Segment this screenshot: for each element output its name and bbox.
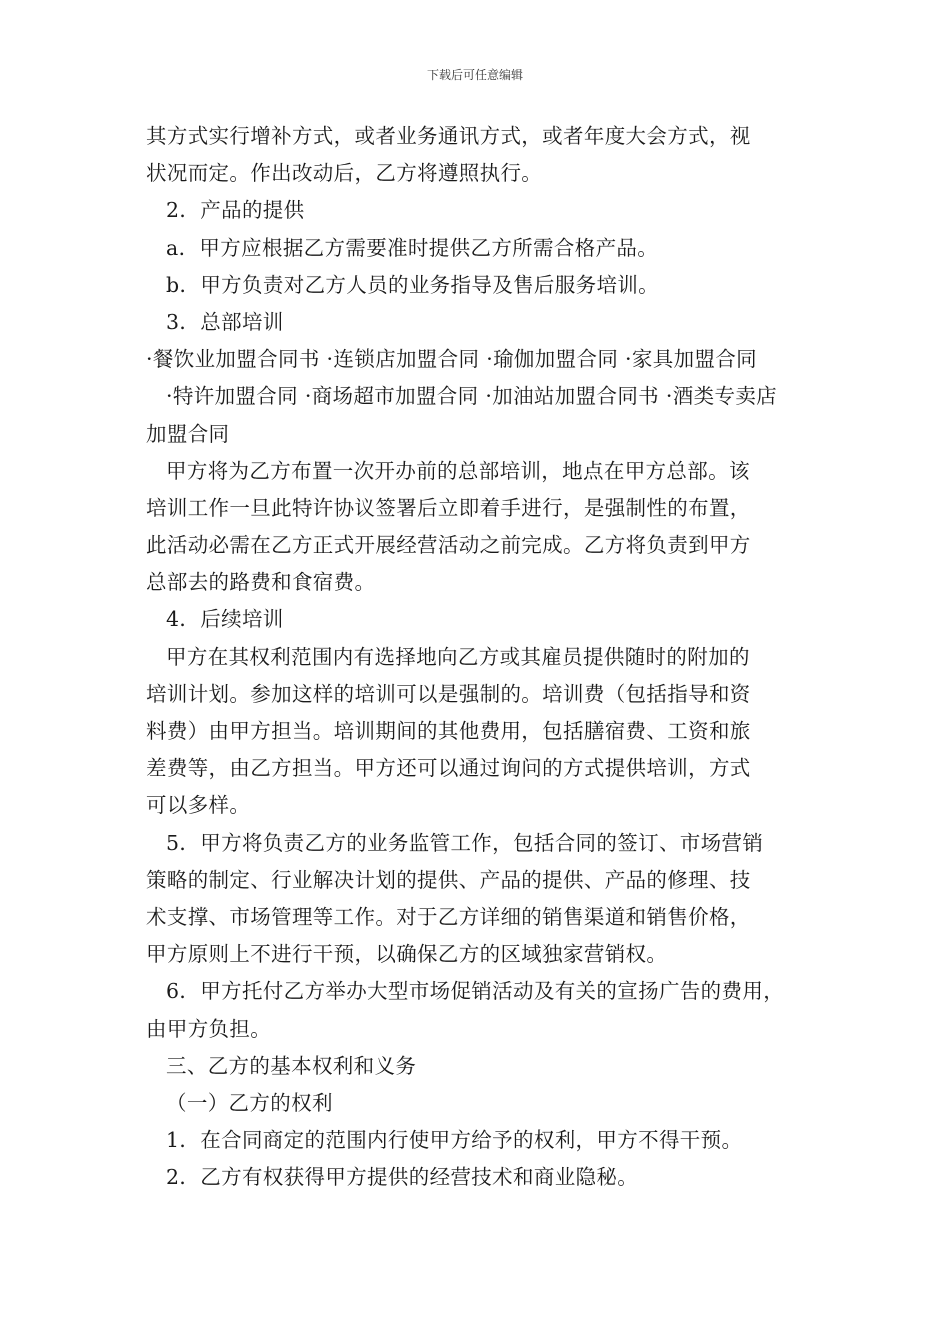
subsection-heading: （一）乙方的权利 bbox=[166, 1090, 333, 1115]
paragraph-line: 由甲方负担。 bbox=[146, 1016, 272, 1041]
paragraph-line: 状况而定。作出改动后，乙方将遵照执行。 bbox=[146, 161, 543, 186]
chapter-heading: 三、乙方的基本权利和义务 bbox=[166, 1053, 417, 1078]
document-body bbox=[146, 118, 816, 1196]
paragraph-line: 甲方原则上不进行干预，以确保乙方的区域独家营销权。 bbox=[146, 942, 668, 967]
paragraph-line: 料费）由甲方担当。培训期间的其他费用，包括膳宿费、工资和旅 bbox=[146, 719, 751, 743]
related-links-line: ·餐饮业加盟合同书 ·连锁店加盟合同 ·瑜伽加盟合同 ·家具加盟合同 bbox=[146, 347, 758, 372]
section-heading: 4．后续培训 bbox=[166, 607, 284, 632]
related-links-line: ·特许加盟合同 ·商场超市加盟合同 ·加油站加盟合同书 ·酒类专卖店 bbox=[166, 384, 778, 409]
paragraph-line: 甲方在其权利范围内有选择地向乙方或其雇员提供随时的附加的 bbox=[166, 644, 750, 669]
paragraph-line: 5．甲方将负责乙方的业务监管工作，包括合同的签订、市场营销 bbox=[166, 830, 764, 855]
paragraph-line: 策略的制定、行业解决计划的提供、产品的提供、产品的修理、技 bbox=[146, 867, 751, 892]
paragraph-line: 总部去的路费和食宿费。 bbox=[146, 570, 376, 595]
paragraph-line: 6．甲方托付乙方举办大型市场促销活动及有关的宣扬广告的费用， bbox=[166, 979, 785, 1004]
paragraph-line: 术支撑、市场管理等工作。对于乙方详细的销售渠道和销售价格， bbox=[146, 904, 751, 929]
paragraph-line: 其方式实行增补方式，或者业务通讯方式，或者年度大会方式，视 bbox=[146, 124, 751, 148]
paragraph-line: 甲方将为乙方布置一次开办前的总部培训，地点在甲方总部。该 bbox=[166, 458, 750, 483]
paragraph-line: 差费等，由乙方担当。甲方还可以通过询问的方式提供培训，方式 bbox=[146, 756, 751, 781]
paragraph-line: 2．乙方有权获得甲方提供的经营技术和商业隐秘。 bbox=[166, 1165, 639, 1190]
related-links-line: 加盟合同 bbox=[146, 421, 230, 446]
paragraph-line: 1．在合同商定的范围内行使甲方给予的权利，甲方不得干预。 bbox=[166, 1128, 743, 1153]
paragraph-line: b．甲方负责对乙方人员的业务指导及售后服务培训。 bbox=[166, 272, 660, 297]
paragraph-line: 可以多样。 bbox=[146, 793, 251, 818]
paragraph-line: 培训工作一旦此特许协议签署后立即着手进行，是强制性的布置， bbox=[146, 495, 751, 520]
section-heading: 2．产品的提供 bbox=[166, 198, 305, 223]
paragraph-line: 此活动必需在乙方正式开展经营活动之前完成。乙方将负责到甲方 bbox=[146, 533, 751, 558]
paragraph-line: a．甲方应根据乙方需要准时提供乙方所需合格产品。 bbox=[166, 235, 659, 260]
paragraph-line: 培训计划。参加这样的培训可以是强制的。培训费（包括指导和资 bbox=[146, 681, 751, 706]
section-heading: 3．总部培训 bbox=[166, 309, 284, 334]
page-header: 下载后可任意编辑 bbox=[426, 68, 523, 82]
